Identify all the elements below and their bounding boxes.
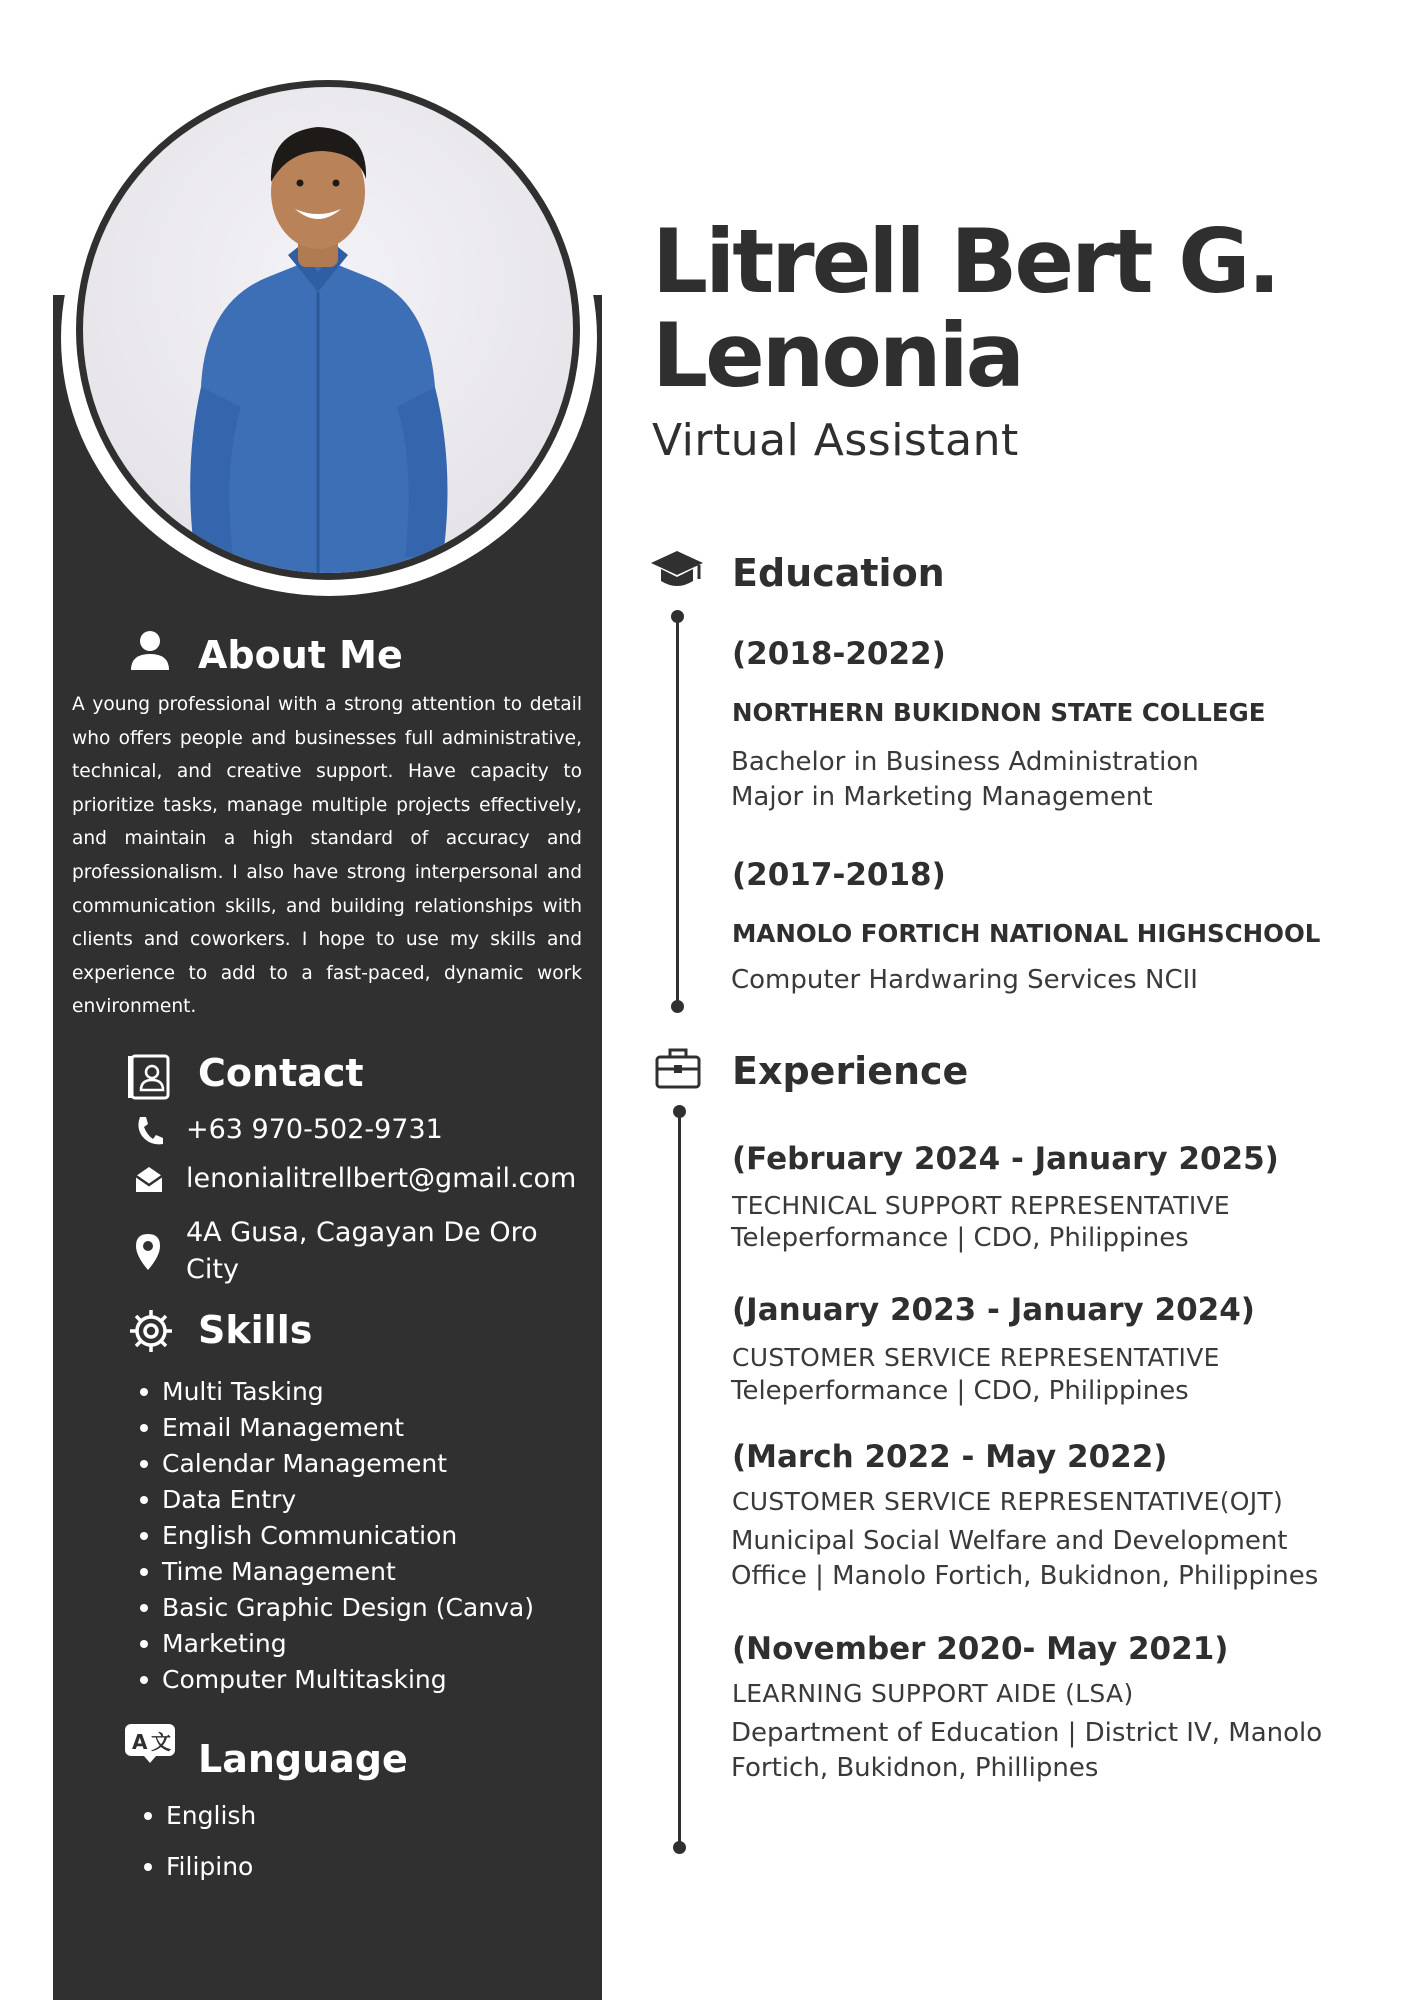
- svg-text:A: A: [132, 1730, 148, 1754]
- person-illustration: [83, 87, 573, 573]
- contact-heading: Contact: [198, 1051, 364, 1095]
- experience-timeline-start-dot: [673, 1105, 686, 1118]
- degree-line: Bachelor in Business Administration: [731, 747, 1199, 777]
- list-item: Calendar Management: [132, 1446, 534, 1482]
- profile-photo: [76, 80, 580, 580]
- location-pin-icon: [134, 1232, 162, 1272]
- education-years: (2017-2018): [732, 857, 946, 893]
- list-item: English: [136, 1790, 256, 1841]
- list-item: Computer Multitasking: [132, 1662, 534, 1698]
- job-employer: Teleperformance | CDO, Philippines: [731, 1376, 1189, 1406]
- user-icon: [128, 628, 172, 672]
- job-title: CUSTOMER SERVICE REPRESENTATIVE: [732, 1343, 1220, 1372]
- gear-icon: [128, 1308, 174, 1354]
- job-employer: Teleperformance | CDO, Philippines: [731, 1223, 1189, 1253]
- name-line-2: Lenonia: [652, 304, 1023, 407]
- list-item: Filipino: [136, 1841, 256, 1892]
- degree-major-line: Major in Marketing Management: [731, 782, 1153, 812]
- list-item: Marketing: [132, 1626, 534, 1662]
- skills-list: [132, 1374, 534, 1698]
- email-address: lenonialitrellbert@gmail.com: [186, 1163, 577, 1194]
- experience-timeline: [678, 1112, 681, 1848]
- job-employer-location: Office | Manolo Fortich, Bukidnon, Philippines: [731, 1561, 1319, 1591]
- language-heading: Language: [198, 1737, 408, 1781]
- contact-book-icon: [128, 1054, 172, 1100]
- experience-heading: Experience: [732, 1049, 969, 1093]
- list-item: Data Entry: [132, 1482, 534, 1518]
- job-employer: Department of Education | District IV, Manolo: [731, 1718, 1323, 1748]
- address-line-2: City: [186, 1254, 239, 1285]
- phone-number: +63 970-502-9731: [186, 1114, 443, 1145]
- education-heading: Education: [732, 551, 945, 595]
- skills-heading: Skills: [198, 1308, 313, 1352]
- address-line-1: 4A Gusa, Cagayan De Oro: [186, 1217, 538, 1248]
- education-years: (2018-2022): [732, 636, 946, 672]
- education-timeline: [676, 617, 679, 1007]
- name-line-1: Litrell Bert G.: [652, 210, 1278, 313]
- briefcase-icon: [655, 1047, 701, 1089]
- list-item: Multi Tasking: [132, 1374, 534, 1410]
- list-item: English Communication: [132, 1518, 534, 1554]
- job-employer-location: Fortich, Bukidnon, Phillipnes: [731, 1753, 1099, 1783]
- about-heading: About Me: [198, 633, 403, 677]
- svg-text:文: 文: [151, 1730, 171, 1754]
- list-item: Email Management: [132, 1410, 534, 1446]
- job-period: (January 2023 - January 2024): [732, 1292, 1255, 1328]
- mail-icon: [134, 1164, 164, 1194]
- job-period: (March 2022 - May 2022): [732, 1439, 1168, 1475]
- graduation-cap-icon: [650, 549, 704, 593]
- job-title: LEARNING SUPPORT AIDE (LSA): [732, 1679, 1134, 1708]
- about-text: A young professional with a strong attention to detail who offers people and businesses full administrative, technical, and creative support. Have capacity to prioritize tasks, manage multiple projects effectively, and maintain a high standard of accuracy and professionalism. I also have strong interpersonal and communication skills, and building relationships with clients and coworkers. I hope to use my skills and experience to add to a fast-paced, dynamic work environment.: [72, 694, 582, 1018]
- phone-icon: [134, 1114, 164, 1146]
- list-item: Basic Graphic Design (Canva): [132, 1590, 534, 1626]
- job-title: TECHNICAL SUPPORT REPRESENTATIVE: [732, 1191, 1231, 1220]
- education-timeline-end-dot: [671, 1000, 684, 1013]
- address: [186, 1214, 538, 1288]
- job-period: (November 2020- May 2021): [732, 1631, 1229, 1667]
- job-role: Virtual Assistant: [652, 415, 1019, 466]
- job-employer: Municipal Social Welfare and Development: [731, 1526, 1288, 1556]
- school-name: MANOLO FORTICH NATIONAL HIGHSCHOOL: [732, 919, 1321, 948]
- language-list: [136, 1790, 256, 1892]
- list-item: Time Management: [132, 1554, 534, 1590]
- job-title: CUSTOMER SERVICE REPRESENTATIVE(OJT): [732, 1487, 1284, 1516]
- candidate-name: [652, 210, 1372, 407]
- school-name: NORTHERN BUKIDNON STATE COLLEGE: [732, 698, 1266, 727]
- experience-timeline-end-dot: [673, 1841, 686, 1854]
- job-period: (February 2024 - January 2025): [732, 1141, 1279, 1177]
- education-timeline-start-dot: [671, 610, 684, 623]
- translate-icon: [124, 1722, 176, 1764]
- course-line: Computer Hardwaring Services NCII: [731, 965, 1198, 995]
